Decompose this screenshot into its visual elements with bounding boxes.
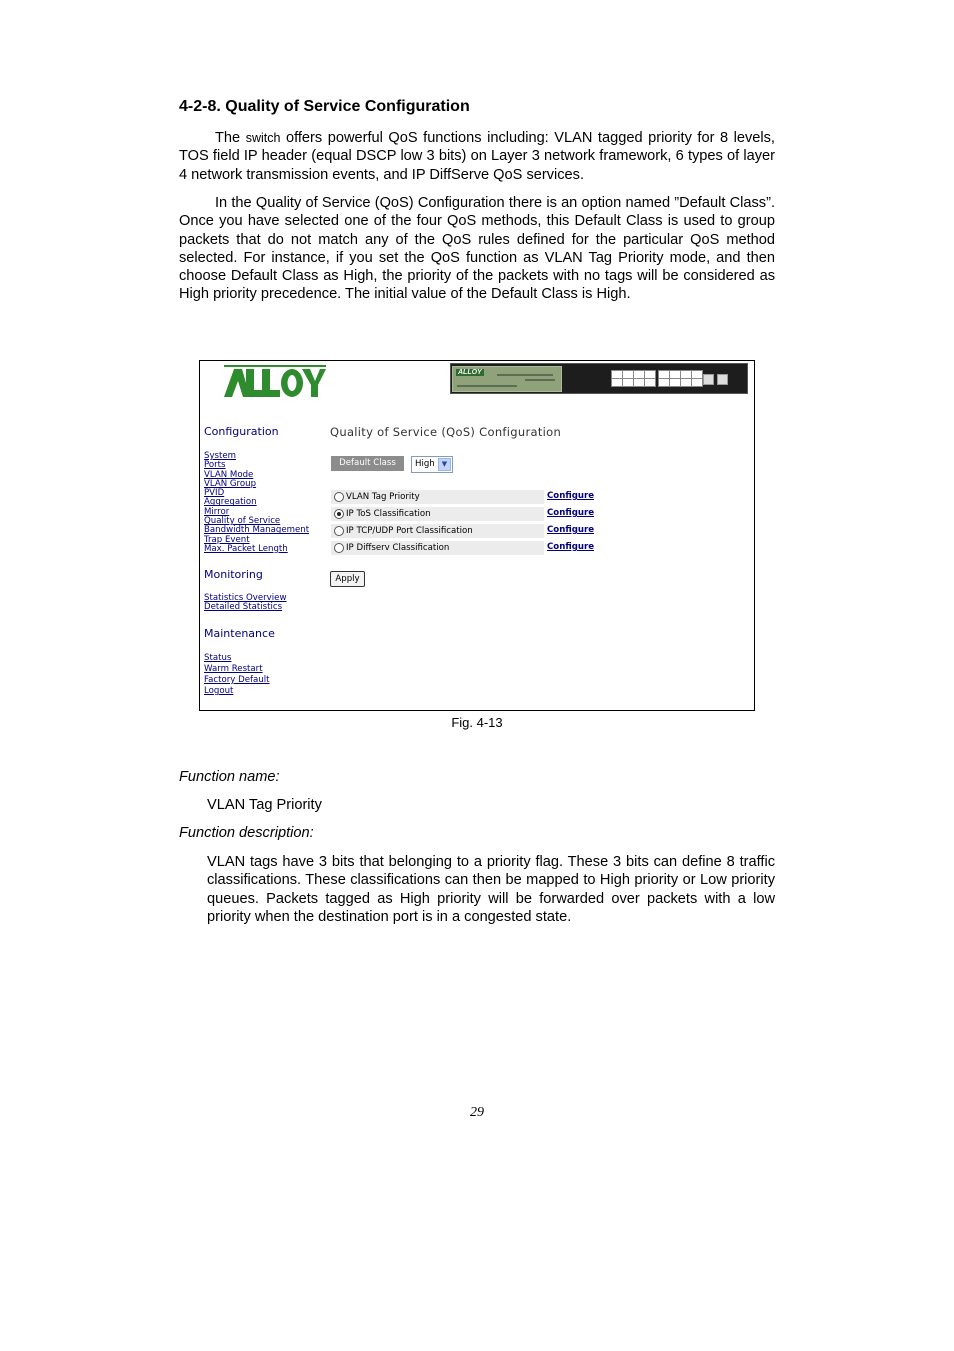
nav-link-max-packet-length[interactable]: Max. Packet Length	[204, 543, 288, 554]
option-label-ip-diffserv-classification: IP Diffserv Classification	[346, 543, 450, 553]
configure-link-ip-diffserv-classification[interactable]: Configure	[547, 542, 595, 552]
qos-option-row-ip-tcp-udp	[331, 524, 544, 538]
function-description-label: Function description:	[179, 825, 314, 841]
intro-paragraph	[179, 129, 775, 184]
page-number: 29	[470, 1105, 484, 1120]
nav-heading-configuration: Configuration	[204, 425, 279, 438]
nav-monitoring-list	[204, 594, 286, 613]
nav-link-factory-default[interactable]: Factory Default	[204, 675, 270, 685]
nav-link-logout[interactable]: Logout	[204, 686, 234, 696]
nav-link-vlan-mode[interactable]: VLAN Mode	[204, 469, 254, 480]
qos-option-row-vlan-tag-priority	[331, 490, 544, 504]
radio-ip-tos-classification[interactable]	[334, 509, 344, 519]
chevron-down-icon[interactable]: ▼	[438, 458, 451, 471]
default-class-select[interactable]	[411, 456, 453, 473]
option-label-ip-tos-classification: IP ToS Classification	[346, 509, 431, 519]
default-class-paragraph	[179, 194, 775, 304]
configure-link-ip-tcp-udp-port-classification[interactable]: Configure	[547, 525, 595, 535]
function-name-label: Function name:	[179, 769, 280, 785]
function-description-text: VLAN tags have 3 bits that belonging to a priority flag. These 3 bits can define 8 traffic classifications. These classifications can then be mapped to High priority or Low priority queues. Packets tagged as High priority will be forwarded over packets with a low priority when the destination port is in a congested state.	[207, 854, 775, 925]
option-label-vlan-tag-priority: VLAN Tag Priority	[346, 492, 420, 502]
nav-heading-monitoring: Monitoring	[204, 568, 263, 581]
nav-link-warm-restart[interactable]: Warm Restart	[204, 664, 263, 674]
nav-link-ports[interactable]: Ports	[204, 460, 226, 471]
banner-brand: ALLOY	[458, 369, 482, 376]
intro-text-small: switch	[245, 131, 281, 145]
nav-link-mirror[interactable]: Mirror	[204, 506, 230, 517]
nav-link-system[interactable]: System	[204, 451, 237, 461]
nav-config-list	[204, 452, 309, 554]
radio-ip-diffserv-classification[interactable]	[334, 543, 344, 553]
intro-text-after: offers powerful QoS functions including: VLAN tagged priority for 8 levels, TOS field IP header (equal DSCP low 3 bits) on Layer 3 network framework, 6 types of layer 4 network transmission events, and IP DiffServe QoS services.	[179, 130, 775, 183]
section-heading: 4-2-8. Quality of Service Configuration	[179, 98, 470, 115]
apply-button[interactable]: Apply	[330, 571, 365, 587]
nav-link-status[interactable]: Status	[204, 653, 232, 663]
nav-heading-maintenance: Maintenance	[204, 627, 275, 640]
figure-caption: Fig. 4-13	[451, 715, 503, 730]
nav-link-vlan-group[interactable]: VLAN Group	[204, 478, 257, 489]
qos-screenshot	[199, 360, 755, 711]
function-name-value: VLAN Tag Priority	[207, 797, 322, 813]
switch-banner-image	[450, 363, 748, 394]
nav-link-pvid[interactable]: PVID	[204, 488, 225, 499]
option-label-ip-tcp-udp-port-classification: IP TCP/UDP Port Classification	[346, 526, 473, 536]
configure-link-ip-tos-classification[interactable]: Configure	[547, 508, 595, 518]
qos-option-row-ip-tos	[331, 507, 544, 521]
nav-link-trap-event[interactable]: Trap Event	[204, 534, 250, 545]
default-class-text: In the Quality of Service (QoS) Configuration there is an option named ”Default Class”. Once you have selected one of the four QoS methods, this Default Class is used to group packets that do not match any of the QoS rules defined for the particular QoS method selected. For instance, if you set the QoS function as VLAN Tag Priority mode, and then choose Default Class as High, the priority of the packets with no tags will be considered as High priority precedence. The initial value of the Default Class is High.	[179, 195, 775, 303]
nav-link-quality-of-service[interactable]: Quality of Service	[204, 516, 281, 527]
alloy-logo	[224, 363, 326, 397]
nav-link-statistics-overview[interactable]: Statistics Overview	[204, 593, 287, 603]
intro-text-before: The	[215, 130, 241, 146]
qos-page-title: Quality of Service (QoS) Configuration	[330, 425, 562, 439]
configure-link-vlan-tag-priority[interactable]: Configure	[547, 491, 595, 501]
default-class-value: High	[415, 459, 435, 469]
qos-option-row-ip-diffserv	[331, 541, 544, 555]
radio-vlan-tag-priority[interactable]	[334, 492, 344, 502]
radio-ip-tcp-udp-port-classification[interactable]	[334, 526, 344, 536]
nav-link-bandwidth-management[interactable]: Bandwidth Management	[204, 525, 310, 536]
nav-link-aggregation[interactable]: Aggregation	[204, 497, 257, 508]
banner-panel	[452, 366, 562, 392]
nav-link-detailed-statistics[interactable]: Detailed Statistics	[204, 602, 283, 613]
nav-maintenance-list	[204, 653, 270, 697]
default-class-label: Default Class	[331, 456, 404, 471]
